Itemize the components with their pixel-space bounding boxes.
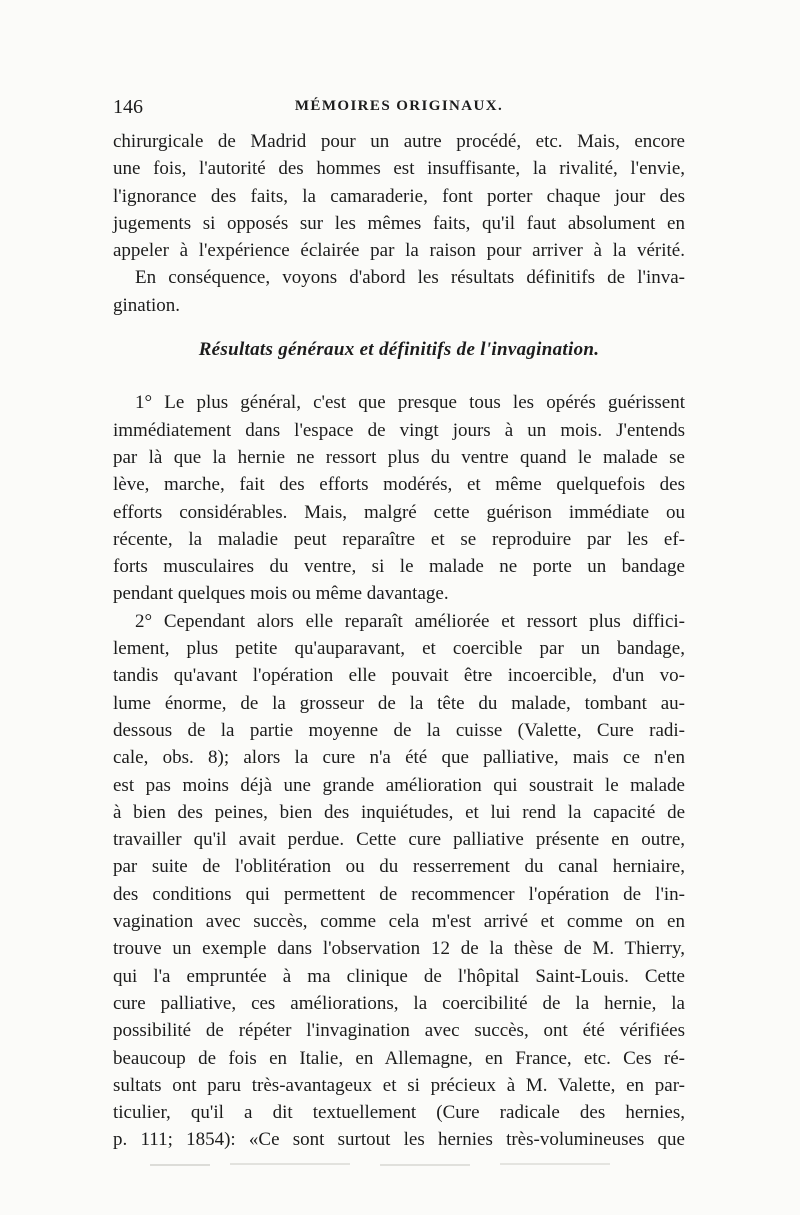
text-line: pendant quelques mois ou même davantage.	[113, 583, 449, 605]
text-line: efforts considérables. Mais, malgré cette guérison immédiate ou	[113, 501, 685, 523]
text-line: cure palliative, ces améliorations, la coercibilité de la hernie, la	[113, 992, 685, 1014]
page-number: 146	[113, 96, 143, 118]
text-line: récente, la maladie peut reparaître et se reproduire par les ef-	[113, 528, 685, 550]
show-through-smudge	[150, 1158, 650, 1174]
text-line: l'ignorance des faits, la camaraderie, font porter chaque jour des	[113, 185, 685, 207]
text-line: lement, plus petite qu'auparavant, et coercible par un bandage,	[113, 638, 685, 660]
text-line: chirurgicale de Madrid pour un autre procédé, etc. Mais, encore	[113, 131, 685, 152]
text-line: gination.	[113, 294, 181, 316]
text-line: jugements si opposés sur les mêmes faits, qu'il faut absolument en	[113, 212, 685, 234]
text-line: par là que la hernie ne ressort plus du ventre quand le malade se	[113, 446, 685, 468]
text-line: tandis qu'avant l'opération elle pouvait être incoercible, d'un vo-	[113, 665, 685, 687]
text-line: une fois, l'autorité des hommes est insuffisante, la rivalité, l'envie,	[113, 158, 685, 180]
text-line: beaucoup de fois en Italie, en Allemagne, en France, etc. Ces ré-	[113, 1047, 685, 1069]
text-line: immédiatement dans l'espace de vingt jours à un mois. J'entends	[113, 419, 685, 441]
text-line: lume énorme, de la grosseur de la tête du malade, tombant au-	[113, 692, 685, 714]
text-line: vagination avec succès, comme cela m'est arrivé et comme on en	[113, 911, 685, 933]
text-line: dessous de la partie moyenne de la cuisse (Valette, Cure radi-	[113, 719, 685, 741]
text-line: possibilité de répéter l'invagination avec succès, ont été vérifiées	[113, 1020, 685, 1042]
text-line: cale, obs. 8); alors la cure n'a été que palliative, mais ce n'en	[113, 747, 685, 769]
text-line: travailler qu'il avait perdue. Cette cure palliative présente en outre,	[113, 829, 685, 851]
running-head	[113, 96, 685, 126]
section-heading: Résultats généraux et définitifs de l'invagination.	[198, 339, 600, 361]
text-line: appeler à l'expérience éclairée par la raison pour arriver à la vérité.	[113, 240, 685, 262]
text-line: est pas moins déjà une grande amélioration qui soustrait le malade	[113, 774, 685, 796]
text-line: sultats ont paru très-avantageux et si précieux à M. Valette, en par-	[113, 1074, 685, 1096]
running-title: MÉMOIRES ORIGINAUX.	[294, 98, 504, 114]
text-line: ticulier, qu'il a dit textuellement (Cure radicale des hernies,	[113, 1102, 685, 1124]
text-line: trouve un exemple dans l'observation 12 de la thèse de M. Thierry,	[113, 938, 685, 960]
text-line: forts musculaires du ventre, si le malade ne porte un bandage	[113, 556, 685, 578]
text-line: 1° Le plus général, c'est que presque tous les opérés guérissent	[135, 392, 685, 414]
text-line: qui l'a empruntée à ma clinique de l'hôpital Saint-Louis. Cette	[113, 965, 685, 987]
text-line: à bien des peines, bien des inquiétudes, et lui rend la capacité de	[113, 801, 685, 823]
text-line: 2° Cependant alors elle reparaît améliorée et ressort plus diffici-	[135, 610, 685, 632]
text-line: lève, marche, fait des efforts modérés, et même quelquefois des	[113, 474, 685, 496]
text-line: des conditions qui permettent de recommencer l'opération de l'in-	[113, 883, 685, 905]
body-text	[113, 128, 685, 1154]
text-line: En conséquence, voyons d'abord les résultats définitifs de l'inva-	[135, 267, 685, 289]
text-line: par suite de l'oblitération ou du resserrement du canal herniaire,	[113, 856, 685, 878]
text-line: p. 111; 1854): «Ce sont surtout les hernies très-volumineuses que	[113, 1129, 685, 1151]
